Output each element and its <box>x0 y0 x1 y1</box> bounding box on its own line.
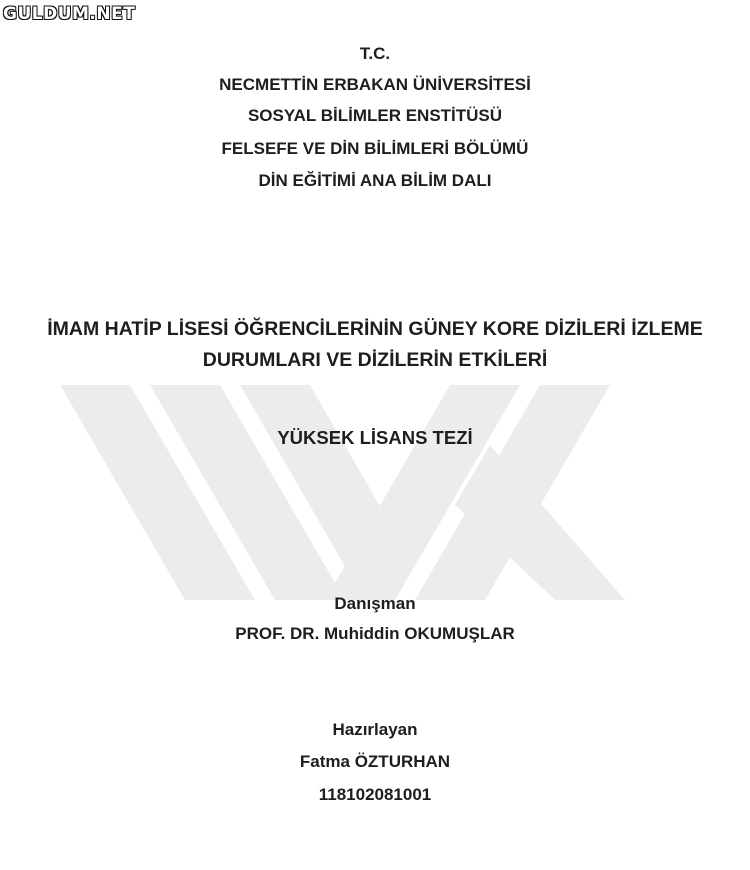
author-name: Fatma ÖZTURHAN <box>299 752 451 771</box>
advisor-name: PROF. DR. Muhiddin OKUMUŞLAR <box>235 624 515 643</box>
thesis-title-line-2: DURUMLARI VE DİZİLERİN ETKİLERİ <box>202 349 548 371</box>
institution-line-department: FELSEFE VE DİN BİLİMLERİ BÖLÜMÜ <box>221 139 529 158</box>
yok-logo-icon <box>55 385 630 605</box>
advisor-label: Danışman <box>334 594 416 613</box>
thesis-title-line-1: İMAM HATİP LİSESİ ÖĞRENCİLERİNİN GÜNEY KORE DİZİLERİ İZLEME <box>47 318 703 340</box>
institution-line-university: NECMETTİN ERBAKAN ÜNİVERSİTESİ <box>219 75 531 94</box>
site-watermark-logo: GULDUM.NET <box>3 4 136 24</box>
author-label: Hazırlayan <box>332 720 418 739</box>
thesis-type: YÜKSEK LİSANS TEZİ <box>277 427 473 448</box>
student-number: 118102081001 <box>318 785 432 804</box>
institution-line-division: DİN EĞİTİMİ ANA BİLİM DALI <box>258 171 492 190</box>
institution-line-country: T.C. <box>359 44 391 63</box>
institution-line-institute: SOSYAL BİLİMLER ENSTİTÜSÜ <box>247 106 503 125</box>
